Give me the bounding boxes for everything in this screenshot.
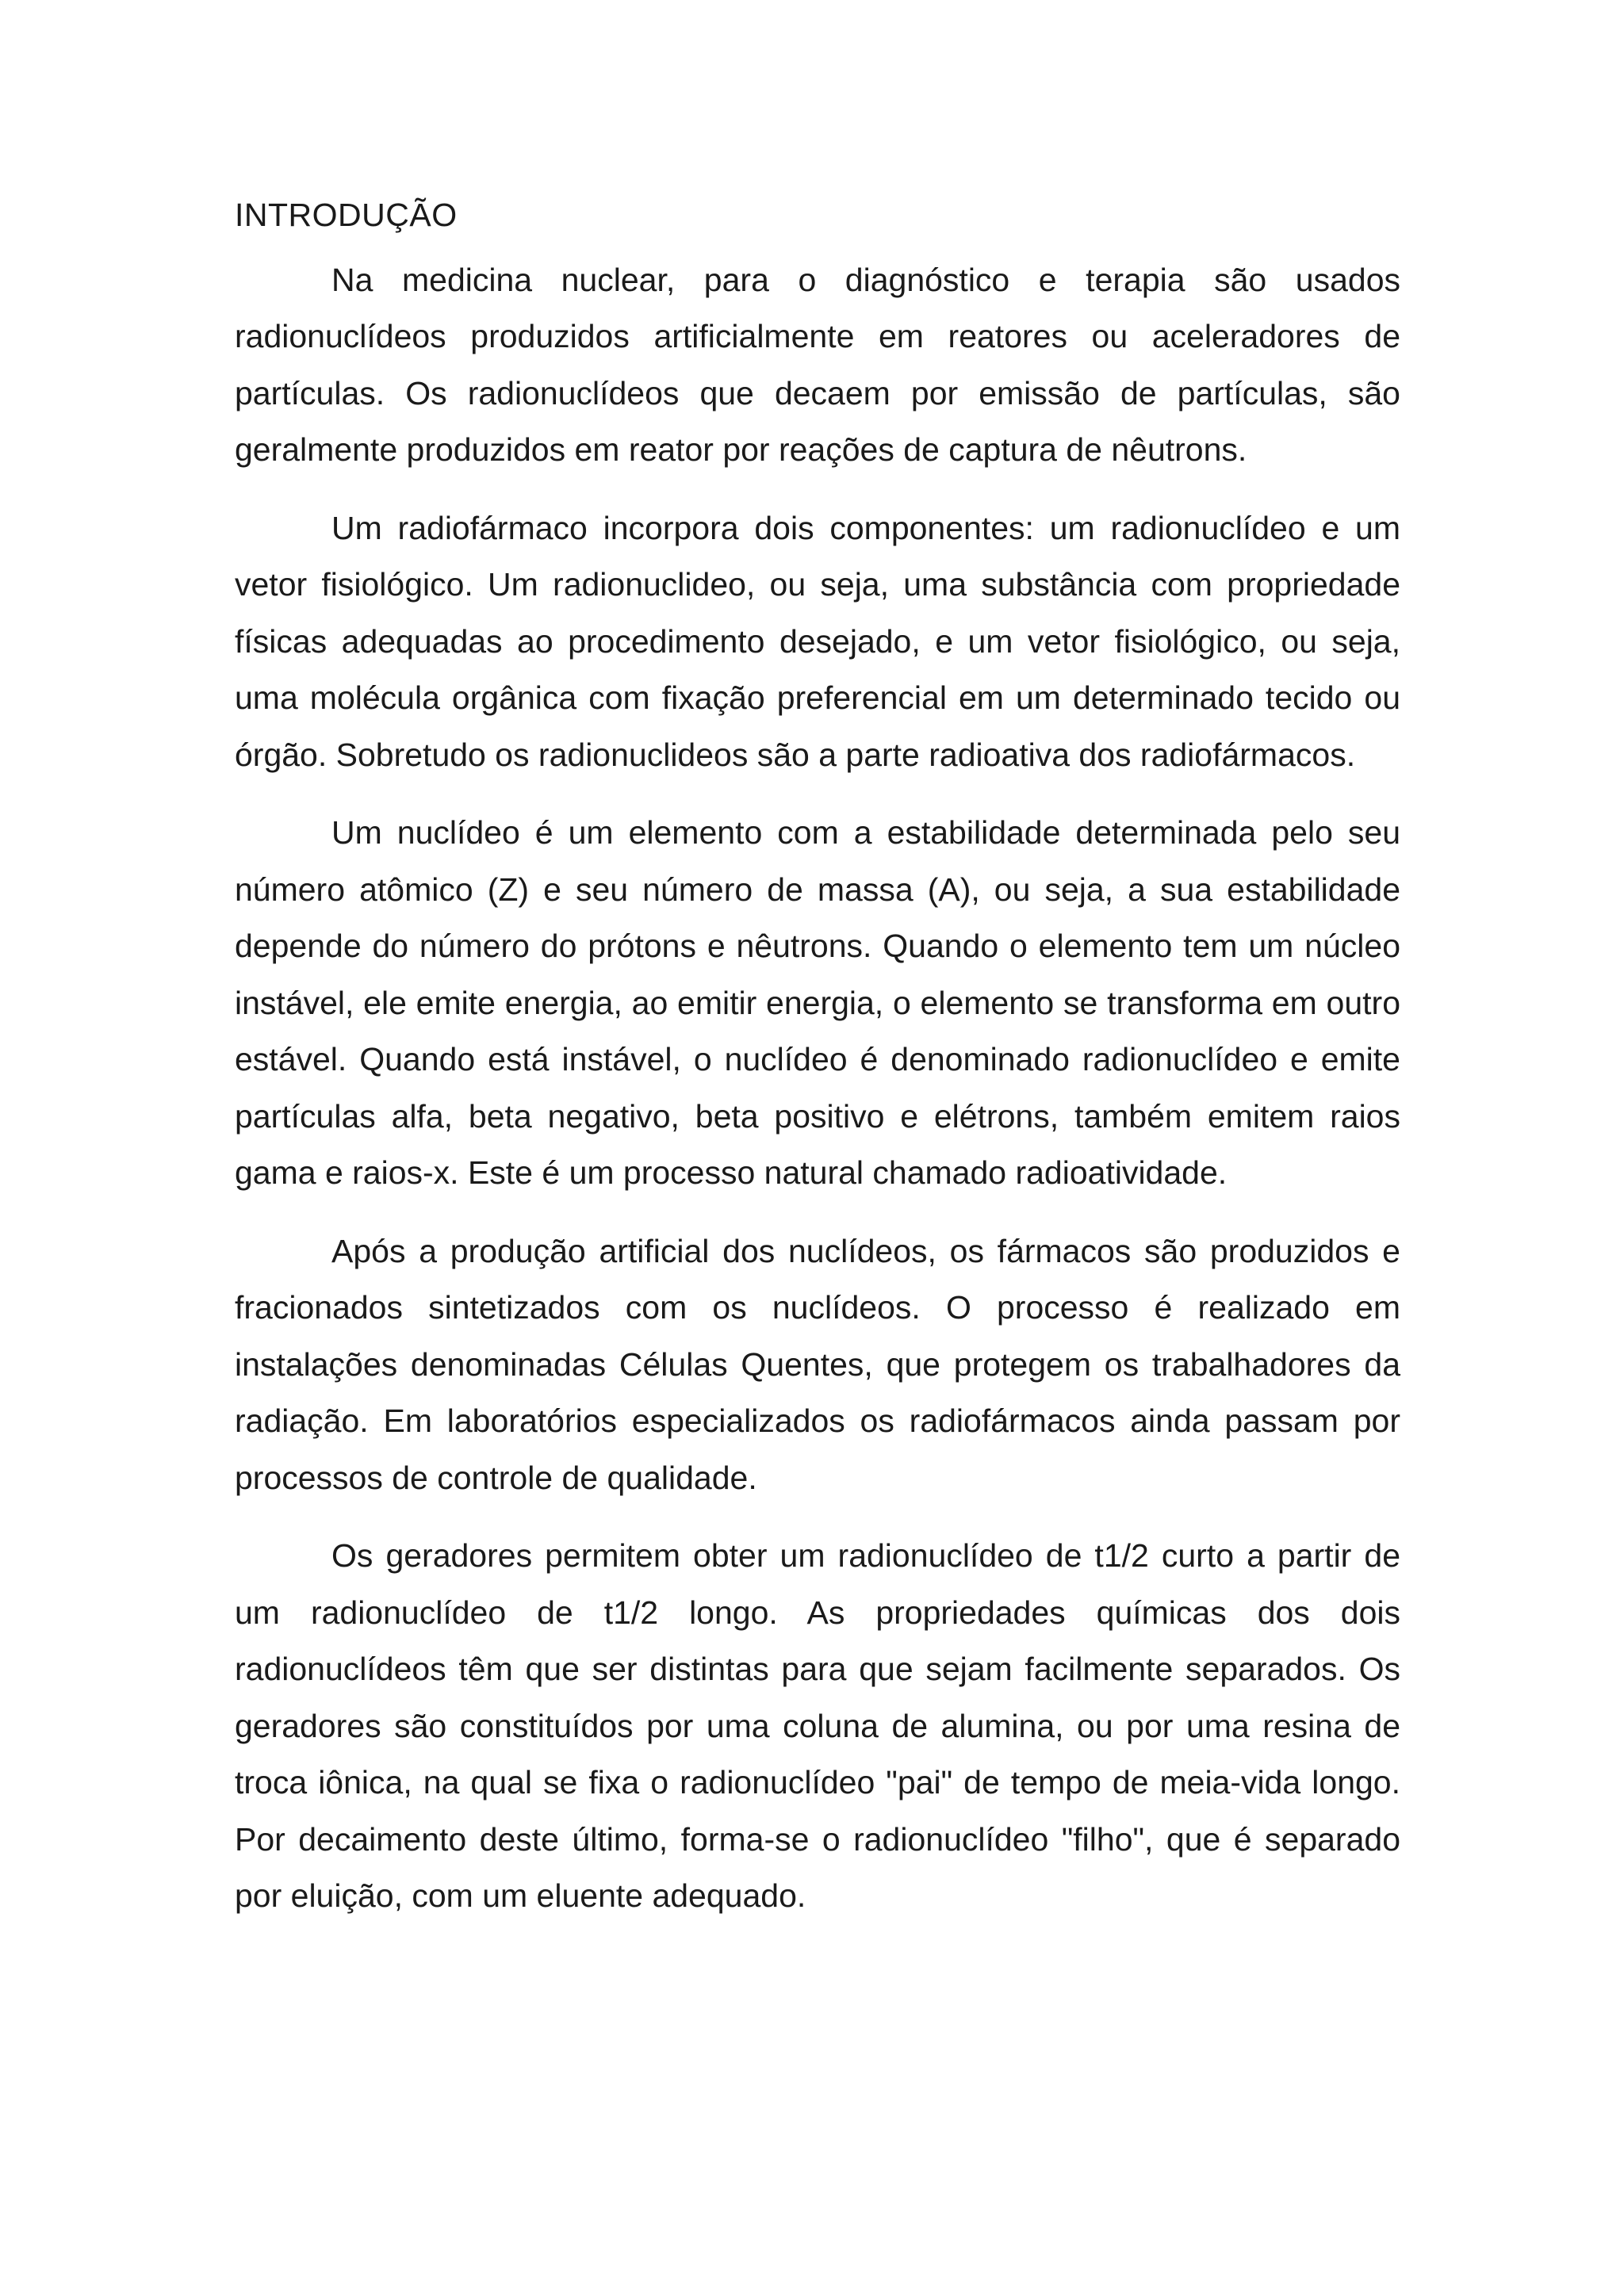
paragraph-1: Na medicina nuclear, para o diagnóstico e terapia são usados radionuclídeos produzidos artificialmente em reatores ou aceleradores de partículas. Os radionuclídeos que decaem por emissão de partículas, são geralmente produzidos em reator por reações de captura de nêutrons.: [235, 261, 1400, 468]
paragraph-3: Um nuclídeo é um elemento com a estabilidade determinada pelo seu número atômico (Z) e seu número de massa (A), ou seja, a sua estabilidade depende do número do prótons e nêutrons. Quando o elemento tem um núcleo instável, ele emite energia, ao emitir energia, o elemento se transforma em outro estável. Quando está instável, o nuclídeo é denominado radionuclídeo e emite partículas alfa, beta negativo, beta positivo e elétrons, também emitem raios gama e raios-x. Este é um processo natural chamado radioatividade.: [235, 814, 1400, 1191]
paragraph-5: Os geradores permitem obter um radionuclídeo de t1/2 curto a partir de um radionuclídeo de t1/2 longo. As propriedades químicas dos dois radionuclídeos têm que ser distintas para que sejam facilmente separados. Os geradores são constituídos por uma coluna de alumina, ou por uma resina de troca iônica, na qual se fixa o radionuclídeo "pai" de tempo de meia-vida longo. Por decaimento deste último, forma-se o radionuclídeo "filho", que é separado por eluição, com um eluente adequado.: [235, 1537, 1400, 1914]
section-heading: INTRODUÇÃO: [235, 197, 458, 233]
paragraph-2: Um radiofármaco incorpora dois componentes: um radionuclídeo e um vetor fisiológico. Um radionuclideo, ou seja, uma substância com propriedade físicas adequadas ao procedimento desejado, e um vetor fisiológico, ou seja, uma molécula orgânica com fixação preferencial em um determinado tecido ou órgão. Sobretudo os radionuclideos são a parte radioativa dos radiofármacos.: [235, 509, 1400, 773]
document-body: [235, 187, 1400, 1946]
paragraph-4: Após a produção artificial dos nuclídeos, os fármacos são produzidos e fracionados sintetizados com os nuclídeos. O processo é realizado em instalações denominadas Células Quentes, que protegem os trabalhadores da radiação. Em laboratórios especializados os radiofármacos ainda passam por processos de controle de qualidade.: [235, 1232, 1400, 1496]
